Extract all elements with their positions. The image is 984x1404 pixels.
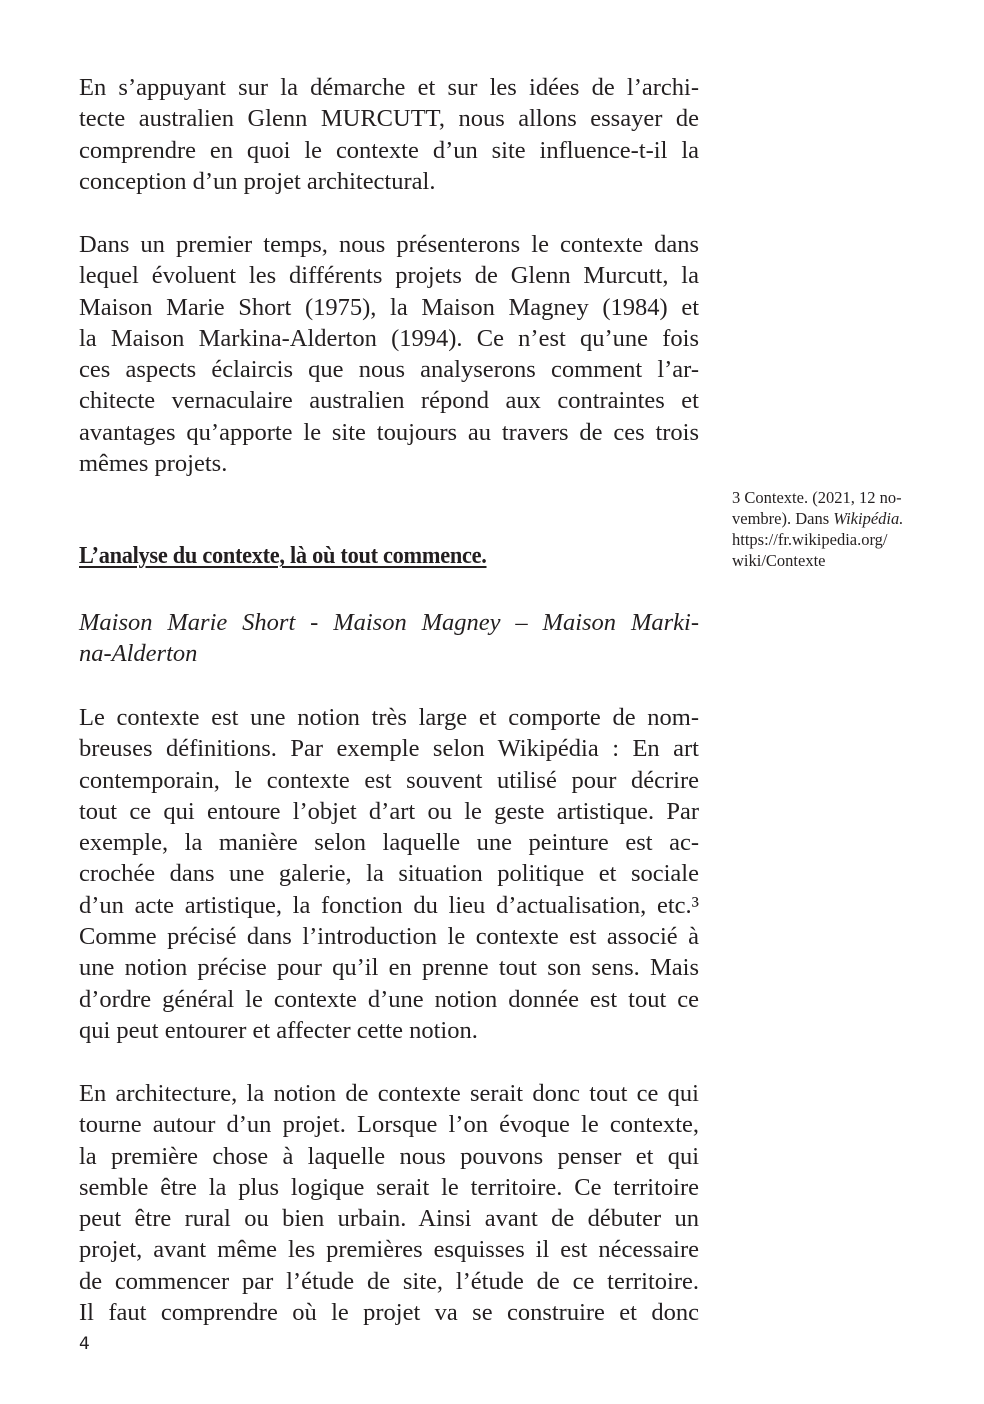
text-line: Dans un premier temps, nous présenterons le contexte dans xyxy=(79,231,699,258)
text-line: Maison Marie Short - Maison Magney – Maison Marki- xyxy=(79,609,699,636)
footnote-line xyxy=(732,508,947,529)
text-line: lequel évoluent les différents projets de Glenn Murcutt, la xyxy=(79,262,699,290)
text-line: peut être rural ou bien urbain. Ainsi avant de débuter un xyxy=(79,1205,699,1233)
footnote-3 xyxy=(732,487,947,571)
text-line: Il faut comprendre où le projet va se construire et donc xyxy=(79,1299,699,1327)
text-line: breuses définitions. Par exemple selon Wikipédia : En art xyxy=(79,735,699,763)
footnote-url-line: https://fr.wikipedia.org/ xyxy=(732,530,888,549)
text-line: avantages qu’apporte le site toujours au travers de ces trois xyxy=(79,418,699,446)
footnote-line: 3 Contexte. (2021, 12 no- xyxy=(732,488,902,507)
text-line: exemple, la manière selon laquelle une peinture est ac- xyxy=(79,829,699,857)
text-line: d’un acte artistique, la fonction du lieu d’actualisation, etc.³ xyxy=(79,891,699,919)
text-line: projet, avant même les premières esquisses il est nécessaire xyxy=(79,1236,699,1264)
text-line: na-Alderton xyxy=(79,640,198,668)
text-line: semble être la plus logique serait le territoire. Ce territoire xyxy=(79,1173,699,1201)
page-number: 4 xyxy=(79,1334,90,1354)
footnote-url-line: wiki/Contexte xyxy=(732,551,826,570)
text-line: tout ce qui entoure l’objet d’art ou le geste artistique. Par xyxy=(79,797,699,825)
text-line: une notion précise pour qu’il en prenne tout son sens. Mais xyxy=(79,954,699,982)
text-line: Comme précisé dans l’introduction le contexte est associé à xyxy=(79,923,699,951)
text-line: Le contexte est une notion très large et comporte de nom- xyxy=(79,704,699,731)
footnote-source-italic: Wikipédia. xyxy=(833,509,904,528)
footnote-text: vembre). Dans xyxy=(732,509,834,528)
text-line: tourne autour d’un projet. Lorsque l’on évoque le contexte, xyxy=(79,1111,699,1139)
text-line: crochée dans une galerie, la situation politique et sociale xyxy=(79,860,699,888)
text-line: chitecte vernaculaire australien répond aux contraintes et xyxy=(79,387,699,415)
section-subtitle xyxy=(79,607,699,670)
text-line: mêmes projets. xyxy=(79,450,228,478)
context-paragraph-2 xyxy=(79,1078,699,1328)
intro-paragraph-2 xyxy=(79,229,699,479)
context-paragraph-1 xyxy=(79,702,699,1046)
text-line: d’ordre général le contexte d’une notion donnée est tout ce xyxy=(79,985,699,1013)
text-line: la première chose à laquelle nous pouvons penser et qui xyxy=(79,1142,699,1170)
text-line: conception d’un projet architectural. xyxy=(79,167,436,195)
text-line: comprendre en quoi le contexte d’un site influence-t-il la xyxy=(79,136,699,164)
text-line: En s’appuyant sur la démarche et sur les idées de l’archi- xyxy=(79,74,699,101)
text-line: contemporain, le contexte est souvent utilisé pour décrire xyxy=(79,766,699,794)
text-line: qui peut entourer et affecter cette notion. xyxy=(79,1016,478,1044)
text-line: Maison Marie Short (1975), la Maison Magney (1984) et xyxy=(79,293,699,321)
text-line: ces aspects éclaircis que nous analyserons comment l’ar- xyxy=(79,356,699,384)
text-line: En architecture, la notion de contexte serait donc tout ce qui xyxy=(79,1080,699,1107)
text-line: la Maison Markina-Alderton (1994). Ce n’est qu’une fois xyxy=(79,324,699,352)
intro-paragraph-1 xyxy=(79,72,699,197)
section-heading: L’analyse du contexte, là où tout commence. xyxy=(79,543,487,569)
text-line: tecte australien Glenn MURCUTT, nous allons essayer de xyxy=(79,105,699,133)
text-line: de commencer par l’étude de site, l’étude de ce territoire. xyxy=(79,1267,699,1295)
